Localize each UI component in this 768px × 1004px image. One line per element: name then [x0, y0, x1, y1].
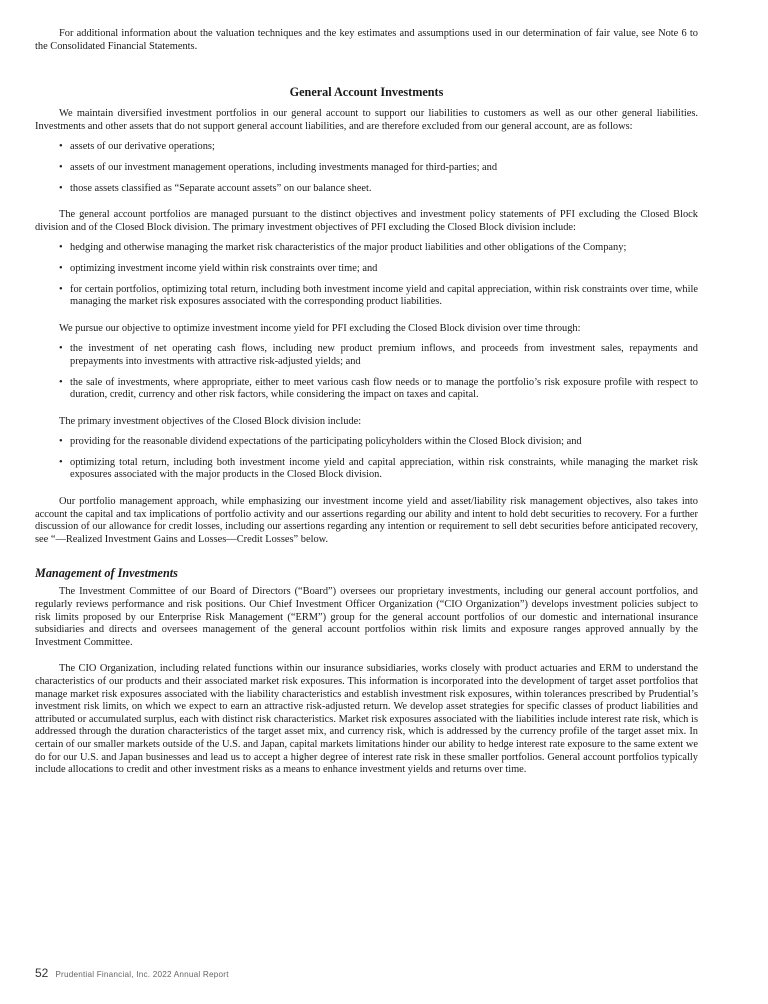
- pfi-objectives-list: [35, 242, 698, 308]
- closed-block-objectives-list: [35, 436, 698, 482]
- paragraph-6: The Investment Committee of our Board of Directors (“Board”) oversees our proprietary investments, including our general account portfolios, and regularly reviews performance and risk positions. Our Chief Investment Officer Organization (“CIO Organization”) develops investment policies subject to risk limits proposed by our Enterprise Risk Management (“ERM”) group for the general account portfolios of our domestic and international insurance subsidiaries and directs and oversees management of the general account portfolios within risk limits and exposure ranges approved annually by the Investment Committee.: [35, 586, 698, 648]
- list-item: • for certain portfolios, optimizing total return, including both investment income yield and capital appreciation, within risk constraints over time, while managing the market risk exposures associated with the corresponding product liabilities.: [59, 283, 698, 308]
- page-number: 52: [35, 966, 49, 980]
- list-item: • the sale of investments, where appropriate, either to meet various cash flow needs or to manage the portfolio’s risk exposure profile with respect to duration, credit, currency and other risk factors, while considering the impact on taxes and capital.: [59, 376, 698, 401]
- list-item: • hedging and otherwise managing the market risk characteristics of the major product liabilities and other obligations of the Company;: [59, 242, 627, 254]
- document-body: [35, 28, 698, 777]
- page-footer: [35, 966, 229, 980]
- yield-methods-list: [35, 343, 698, 401]
- list-item: • the investment of net operating cash flows, including new product premium inflows, and proceeds from investment sales, repayments and prepayments into investments with attractive risk-adjusted yields; and: [59, 343, 698, 367]
- list-item: • assets of our derivative operations;: [59, 141, 215, 153]
- paragraph-3: We pursue our objective to optimize investment income yield for PFI excluding the Closed Block division over time through:: [59, 322, 581, 334]
- subsection-title: Management of Investments: [35, 566, 178, 581]
- paragraph-7: The CIO Organization, including related functions within our insurance subsidiaries, works closely with product actuaries and ERM to understand the characteristics of our products and their associated market risk exposures. This information is incorporated into the development of target asset portfolios that manage market risk exposures associated with the liability characteristics and establish investment risk exposures, within tolerances prescribed by Prudential’s investment risk limits, on which we expect to earn an attractive risk-adjusted return. We develop asset strategies for specific classes of product liabilities and attributed or accumulated surplus, each with distinct risk characteristics. Market risk exposures associated with the liabilities include interest rate risk, which is addressed through the duration characteristics of the target asset mix, and currency risk, which is addressed by the currency profile of the target asset mix. In certain of our smaller markets outside of the U.S. and Japan, capital markets limitations hinder our ability to hedge interest rate exposure to the same extent we do for our U.S. and Japan businesses and lead us to accept a higher degree of interest rate risk in these smaller portfolios. General account portfolios typically include allocations to credit and other investment risks as a means to enhance investment yields and returns over time.: [35, 663, 698, 776]
- excluded-assets-list: [35, 141, 698, 195]
- list-item: • optimizing investment income yield within risk constraints over time; and: [59, 262, 378, 274]
- paragraph-2: The general account portfolios are managed pursuant to the distinct objectives and investment policy statements of PFI excluding the Closed Block division and of the Closed Block division. The primary investment objectives of PFI excluding the Closed Block division include:: [35, 209, 698, 233]
- paragraph-1: We maintain diversified investment portfolios in our general account to support our liabilities to customers as well as our other general liabilities. Investments and other assets that do not support general account liabilities, and are therefore excluded from our general account, are as follows:: [35, 108, 698, 132]
- intro-paragraph: For additional information about the valuation techniques and the key estimates and assumptions used in our determination of fair value, see Note 6 to the Consolidated Financial Statements.: [35, 28, 698, 52]
- report-title: Prudential Financial, Inc. 2022 Annual Report: [55, 970, 229, 979]
- paragraph-5: Our portfolio management approach, while emphasizing our investment income yield and asset/liability risk management objectives, also takes into account the capital and tax implications of portfolio activity and our assertions regarding our ability and intent to hold debt securities to recovery. For a further discussion of our allowance for credit losses, including our assertions regarding any intention or requirement to sell debt securities before anticipated recovery, see “—Realized Investment Gains and Losses—Credit Losses” below.: [35, 496, 698, 545]
- list-item: • those assets classified as “Separate account assets” on our balance sheet.: [59, 182, 372, 194]
- list-item: • optimizing total return, including both investment income yield and capital appreciation, within risk constraints, while managing the market risk exposures associated with the major products in the Closed Block division.: [59, 456, 698, 481]
- paragraph-4: The primary investment objectives of the Closed Block division include:: [59, 415, 362, 427]
- section-title: General Account Investments: [289, 85, 444, 100]
- list-item: • assets of our investment management operations, including investments managed for third-parties; and: [59, 161, 498, 173]
- list-item: • providing for the reasonable dividend expectations of the participating policyholders within the Closed Block division; and: [59, 436, 582, 448]
